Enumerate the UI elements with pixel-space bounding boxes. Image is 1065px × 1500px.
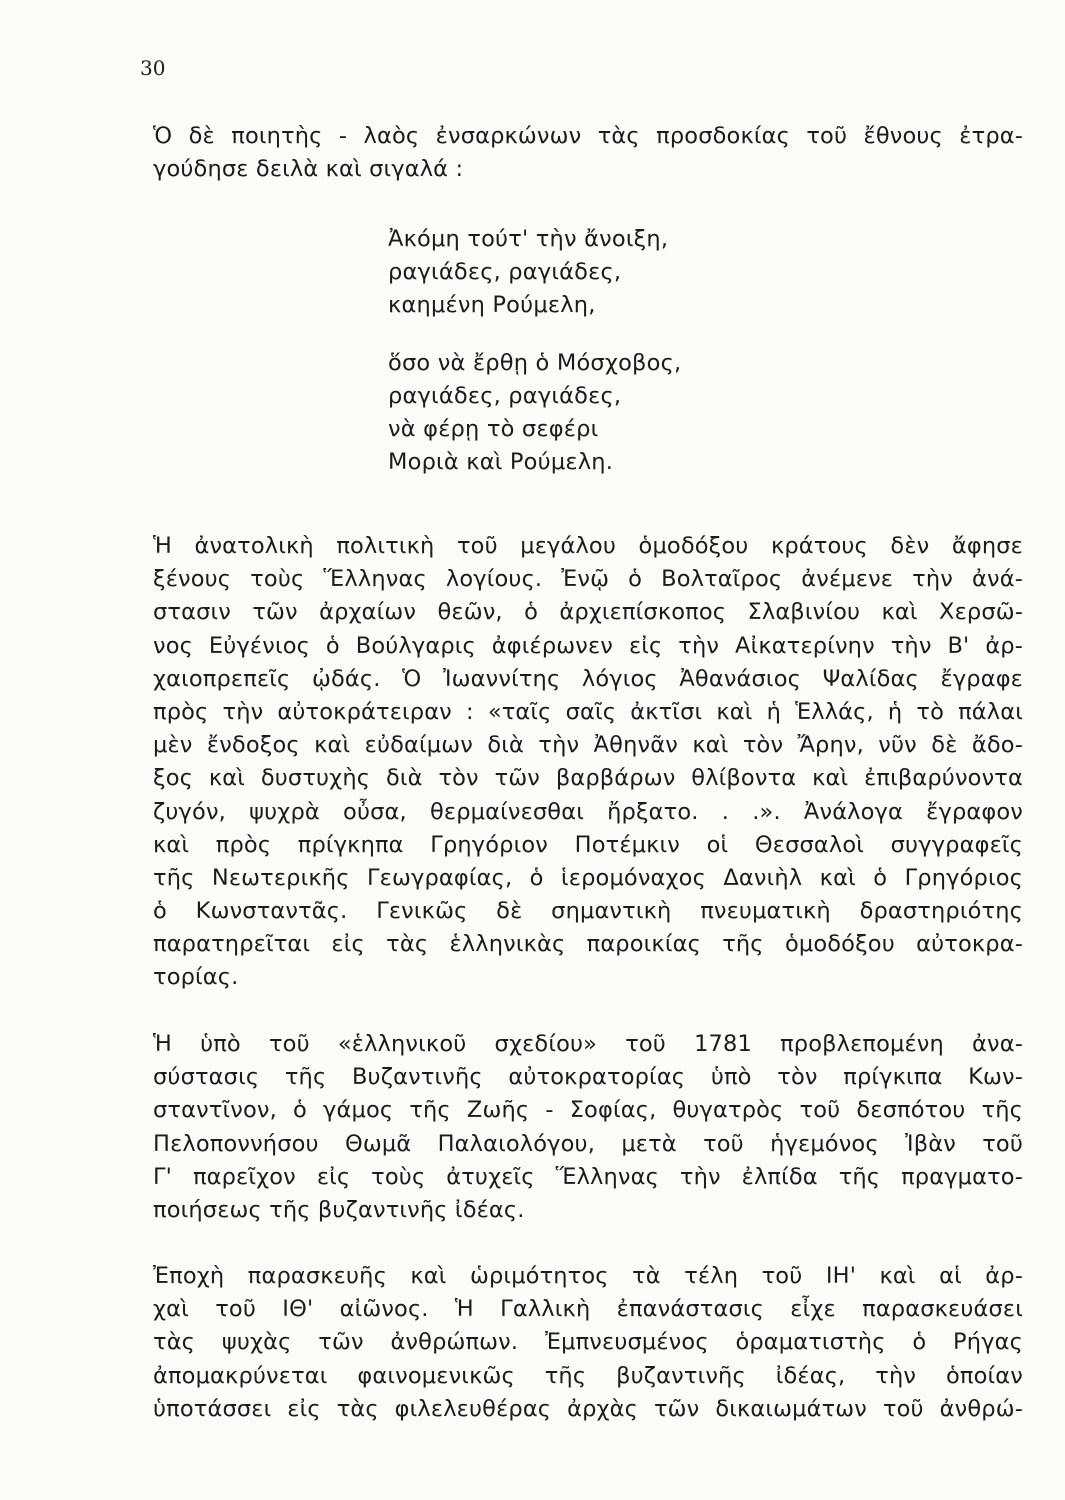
text-line: μὲν ἔνδοξος καὶ εὐδαίμων διὰ τὴν Ἀθηνᾶν καὶ τὸν Ἄρην, νῦν δὲ ἄδο- [153,732,1023,759]
poem [388,223,681,479]
stanza-break [388,323,681,347]
text-line: Ὁ δὲ ποιητὴς - λαὸς ἐνσαρκώνων τὰς προσδοκίας τοῦ ἔθνους ἐτρα- [153,123,1023,149]
text-line: ποιήσεως τῆς βυζαντινῆς ἰδέας. [153,1196,525,1223]
text-line: νος Εὐγένιος ὁ Βούλγαρις ἀφιέρωνεν εἰς τὴν Αἰκατερίνην τὴν Β' ἀρ- [153,632,1023,659]
text-line: χαιοπρεπεῖς ᾠδάς. Ὁ Ἰωαννίτης λόγιος Ἀθανάσιος Ψαλίδας ἔγραφε [153,665,1023,692]
paragraph-intro [153,120,1023,186]
text-line: πρὸς τὴν αὐτοκράτειραν : «ταῖς σαῖς ἀκτῖσι καὶ ἡ Ἑλλάς, ἡ τὸ πάλαι [153,698,1023,725]
poem-line: ραγιάδες, ραγιάδες, [388,382,622,409]
poem-line: ὅσο νὰ ἔρθῃ ὁ Μόσχοβος, [388,349,682,376]
text-line: Γ' παρεῖχον εἰς τοὺς ἀτυχεῖς Ἕλληνας τὴν ἐλπίδα τῆς πραγματο- [153,1163,1023,1190]
text-line: ἀπομακρύνεται φαινομενικῶς τῆς βυζαντινῆς ἰδέας, τὴν ὁποίαν [153,1362,1023,1389]
text-line: ζυγόν, ψυχρὰ οὖσα, θερμαίνεσθαι ἤρξατο. . .». Ἀνάλογα ἔγραφον [153,798,1023,825]
text-line: ὑποτάσσει εἰς τὰς φιλελευθέρας ἀρχὰς τῶν δικαιωμάτων τοῦ ἀνθρώ- [153,1395,1023,1422]
poem-line: ραγιάδες, ραγιάδες, [388,259,622,286]
text-line: χαὶ τοῦ ΙΘ' αἰῶνος. Ἡ Γαλλικὴ ἐπανάστασις εἶχε παρασκευάσει [153,1296,1023,1323]
paragraph-greek-plan [153,1028,1023,1227]
poem-line: Μοριὰ καὶ Ρούμελη. [388,449,614,476]
paragraph-eastern-policy [153,530,1023,995]
poem-line: Ἀκόμη τούτ' τὴν ἄνοιξη, [388,226,669,252]
page-number: 30 [140,56,166,80]
text-line: Πελοποννήσου Θωμᾶ Παλαιολόγου, μετὰ τοῦ ἡγεμόνος Ἰβὰν τοῦ [153,1130,1023,1157]
poem-line: νὰ φέρῃ τὸ σεφέρι [388,415,599,442]
text-line: Ἐποχὴ παρασκευῆς καὶ ὡριμότητος τὰ τέλη τοῦ ΙΗ' καὶ αἱ ἀρ- [153,1263,1023,1289]
text-line: παρατηρεῖται εἰς τὰς ἑλληνικὰς παροικίας τῆς ὁμοδόξου αὐτοκρα- [153,931,1023,958]
text-line: ξένους τοὺς Ἕλληνας λογίους. Ἐνῷ ὁ Βολταῖρος ἀνέμενε τὴν ἀνά- [153,566,1023,593]
text-line: σύστασις τῆς Βυζαντινῆς αὐτοκρατορίας ὑπὸ τὸν πρίγκιπα Κων- [153,1064,1023,1091]
poem-line: καημένη Ρούμελη, [388,292,596,319]
paragraph-era-preparation [153,1260,1023,1426]
text-line: Ἡ ὑπὸ τοῦ «ἑλληνικοῦ σχεδίου» τοῦ 1781 προβλεπομένη ἀνα- [153,1031,1023,1057]
text-line: τῆς Νεωτερικῆς Γεωγραφίας, ὁ ἱερομόναχος Δανιὴλ καὶ ὁ Γρηγόριος [153,864,1023,891]
text-line: Ἡ ἀνατολικὴ πολιτικὴ τοῦ μεγάλου ὁμοδόξου κράτους δὲν ἄφησε [153,533,1023,559]
text-line: τὰς ψυχὰς τῶν ἀνθρώπων. Ἐμπνευσμένος ὁραματιστὴς ὁ Ρήγας [153,1329,1023,1356]
text-line: τορίας. [153,964,239,991]
text-line: σταντῖνον, ὁ γάμος τῆς Ζωῆς - Σοφίας, θυγατρὸς τοῦ δεσπότου τῆς [153,1097,1023,1124]
text-line: γούδησε δειλὰ καὶ σιγαλά : [153,156,464,183]
text-line: ὁ Κωνσταντᾶς. Γενικῶς δὲ σημαντικὴ πνευματικὴ δραστηριότης [153,898,1023,925]
text-line: ξος καὶ δυστυχὴς διὰ τὸν τῶν βαρβάρων θλίβοντα καὶ ἐπιβαρύνοντα [153,765,1023,792]
text-line: στασιν τῶν ἀρχαίων θεῶν, ὁ ἀρχιεπίσκοπος Σλαβινίου καὶ Χερσῶ- [153,599,1023,626]
text-line: καὶ πρὸς πρίγκηπα Γρηγόριον Ποτέμκιν οἱ Θεσσαλοὶ συγγραφεῖς [153,831,1023,858]
